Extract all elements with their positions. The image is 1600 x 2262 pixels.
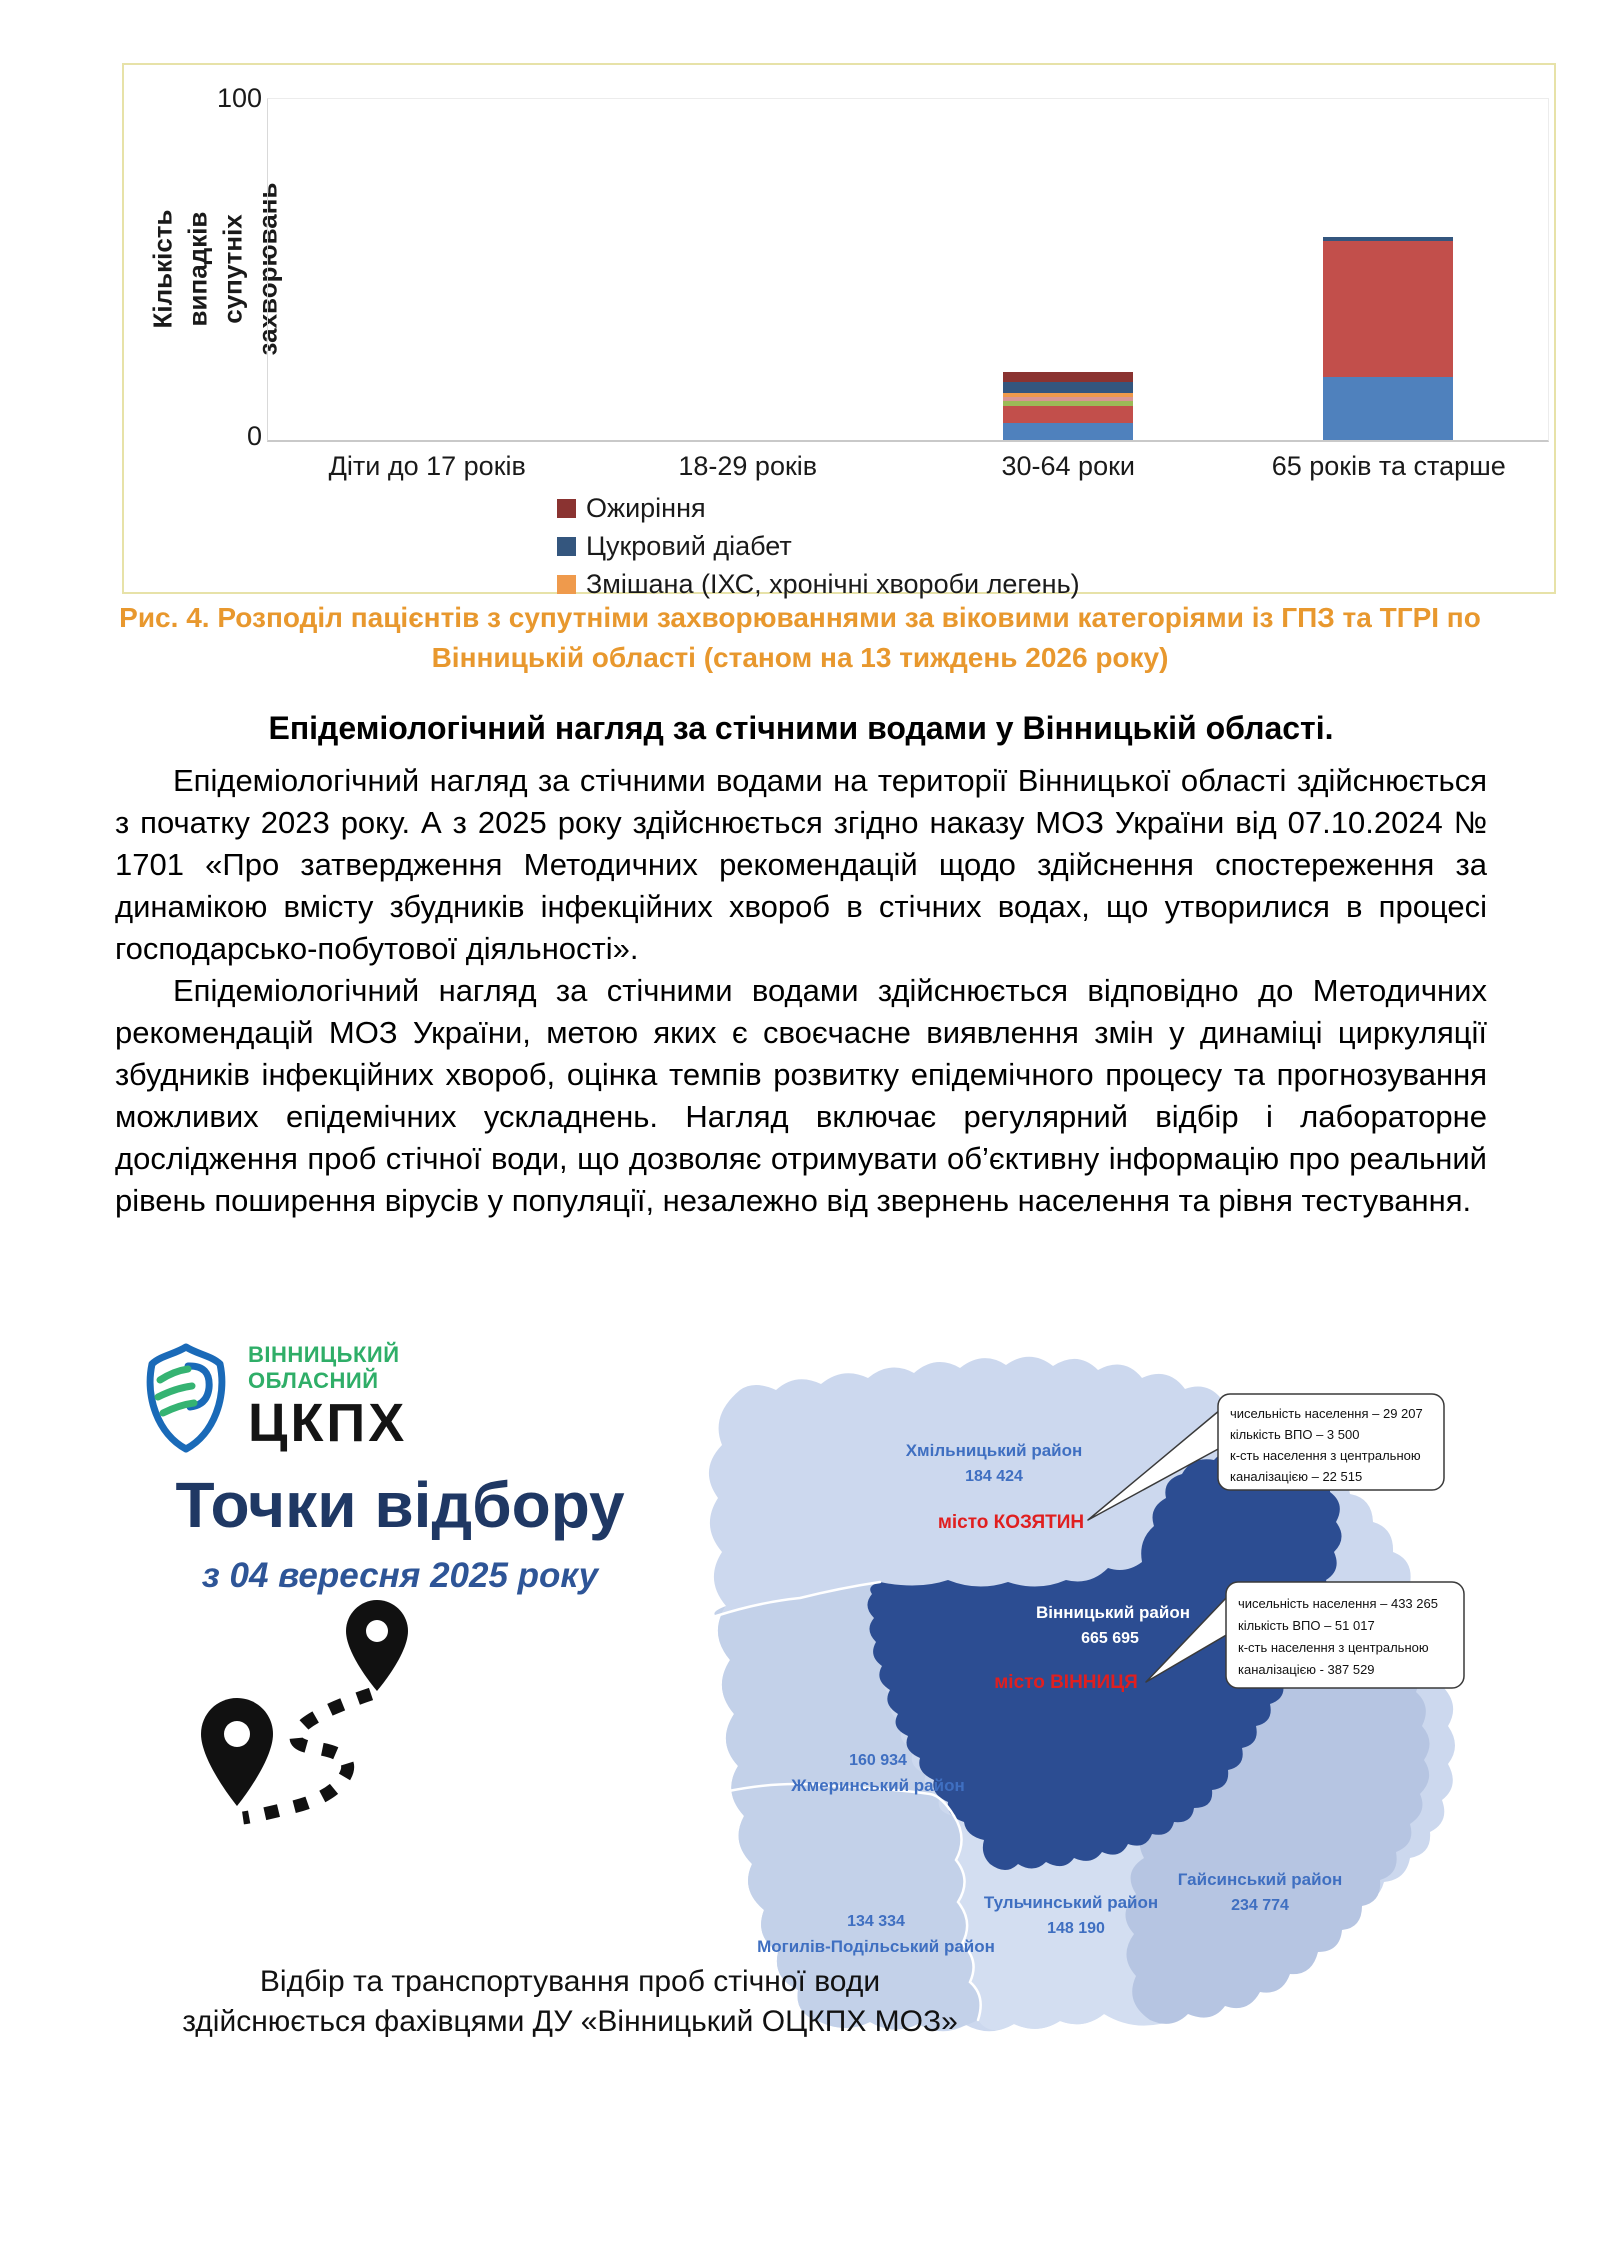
logo-line2: ОБЛАСНИЙ: [248, 1368, 379, 1393]
paragraph-2: Епідеміологічний нагляд за стічними водами здійснюється відповідно до Методичних рекомендацій МОЗ України, метою яких є своєчасне виявлення змін у динаміці циркуляції збудників інфекційних хвороб, оцінка темпів розвитку епідемічного процесу та прогнозування можливих епідемічних ускладнень. Нагляд включає регулярний відбір і лабораторне дослідження проб стічної води, що дозволяє отримувати об’єктивну інформацію про реальний рівень поширення вірусів у популяції, незалежно від звернень населення та рівня тестування.: [115, 973, 1487, 1218]
x-label-children: Діти до 17 років: [328, 451, 526, 481]
callout-koziatyn-line3: к-сть населення з центральною: [1230, 1448, 1421, 1463]
paragraph-1: Епідеміологічний нагляд за стічними водами на території Вінницької області здійснюється з початку 2023 року. А з 2025 року здійснюється згідно наказу МОЗ України від 07.10.2024 № 1701 «Про затвердження Методичних рекомендацій щодо здійснення спостереження за динамікою вмісту збудників інфекційних хвороб в стічних водах, що утворилися в процесі господарсько-побутової діяльності».: [115, 763, 1487, 966]
figure-caption-line1: Рис. 4. Розподіл пацієнтів з супутніми захворюваннями за віковими категоріями із ГПЗ та ТГРІ по: [119, 602, 1481, 633]
figure-caption: [110, 598, 1490, 678]
callout-koziatyn-line2: кількість ВПО – 3 500: [1230, 1427, 1360, 1442]
legend-item-diabetes: [557, 531, 1080, 562]
vinnytsia-oblast-map: [680, 1330, 1470, 2045]
bar-segment: [1323, 377, 1453, 440]
figure-caption-line2: Вінницькій області (станом на 13 тиждень 2026 року): [431, 642, 1169, 673]
city-koziatyn: місто КОЗЯТИН: [937, 1512, 1085, 1533]
bar-stack-3: [1323, 237, 1453, 440]
population-mohyliv: 134 334: [847, 1913, 905, 1930]
bar-segment: [1323, 241, 1453, 377]
logo-text: [248, 1342, 407, 1452]
section-body: [115, 760, 1487, 1222]
sampling-points-title: Точки відбору: [175, 1469, 625, 1541]
bar-slot-1: [588, 99, 908, 440]
sampling-caption-line2: здійснюється фахівцями ДУ «Вінницький ОЦКПХ МОЗ»: [182, 2005, 958, 2038]
section-heading: Епідеміологічний нагляд за стічними водами у Вінницькій області.: [268, 710, 1334, 746]
logo-line1: ВІННИЦЬКИЙ: [248, 1342, 400, 1367]
y-axis-title-line2: захворювань: [252, 182, 282, 355]
bar-segment: [1003, 423, 1133, 440]
city-vinnytsia: місто ВІННИЦЯ: [994, 1672, 1138, 1693]
bar-slot-3: [1228, 99, 1548, 440]
bar-segment: [1003, 406, 1133, 423]
sampling-points-date: з 04 вересня 2025 року: [201, 1556, 599, 1595]
legend-swatch-obesity: [557, 499, 576, 518]
population-vinnytskyi: 665 695: [1081, 1630, 1139, 1647]
cpkh-logo: [140, 1342, 407, 1454]
label-zhmerynskyi: Жмеринський район: [791, 1776, 965, 1795]
shield-heart-logo-icon: [140, 1342, 232, 1454]
comorbidity-chart: [122, 63, 1556, 599]
label-vinnytskyi: Вінницький район: [1036, 1603, 1190, 1622]
chart-plot: [267, 98, 1549, 442]
callout-koziatyn-line1: чисельність населення – 29 207: [1230, 1406, 1423, 1421]
legend-item-obesity: [557, 493, 1080, 524]
bar-stack-2: [1003, 372, 1133, 440]
x-label-18-29: 18-29 років: [678, 451, 818, 481]
label-tulchynskyi: Тульчинський район: [983, 1893, 1159, 1912]
legend-swatch-diabetes: [557, 537, 576, 556]
legend-label-diabetes: Цукровий діабет: [586, 531, 792, 561]
population-haisynskyi: 234 774: [1231, 1897, 1289, 1914]
callout-vinnytsia-line1: чисельність населення – 433 265: [1238, 1596, 1438, 1611]
bar-slot-0: [268, 99, 588, 440]
y-tick-100: 100: [216, 83, 262, 113]
x-axis-labels: [267, 451, 1549, 482]
population-tulchynskyi: 148 190: [1047, 1920, 1105, 1937]
bar-segment: [1003, 372, 1133, 383]
x-label-30-64: 30-64 роки: [1001, 451, 1135, 481]
label-khmilnytskyi: Хмільницький район: [905, 1441, 1083, 1460]
route-pins-icon: [185, 1598, 420, 1848]
callout-vinnytsia-line4: каналізацією - 387 529: [1238, 1662, 1375, 1677]
legend-item-mixed: [557, 569, 1080, 600]
legend-label-obesity: Ожиріння: [586, 493, 706, 523]
label-mohyliv: Могилів-Подільський район: [757, 1937, 995, 1956]
bar-segment: [1003, 382, 1133, 392]
callout-koziatyn-line4: каналізацією – 22 515: [1230, 1469, 1363, 1484]
chart-legend: [557, 493, 1080, 600]
bar-slot-2: [908, 99, 1228, 440]
y-axis-title-line1: Кількість випадків супутніх: [147, 209, 247, 329]
sampling-caption-line1: Відбір та транспортування проб стічної води: [259, 1965, 881, 1998]
label-haisynskyi: Гайсинський район: [1177, 1870, 1343, 1889]
x-label-65plus: 65 років та старше: [1271, 451, 1506, 481]
y-tick-0: 0: [246, 421, 262, 451]
logo-line3: ЦКПХ: [248, 1393, 408, 1453]
callout-vinnytsia-line2: кількість ВПО – 51 017: [1238, 1618, 1375, 1633]
legend-swatch-mixed: [557, 575, 576, 594]
population-khmilnytskyi: 184 424: [965, 1468, 1023, 1485]
legend-label-mixed: Змішана (ІХС, хронічні хвороби легень): [586, 569, 1080, 599]
sampling-caption: [170, 1962, 970, 2042]
callout-vinnytsia-line3: к-сть населення з центральною: [1238, 1640, 1429, 1655]
population-zhmerynskyi: 160 934: [849, 1752, 907, 1769]
